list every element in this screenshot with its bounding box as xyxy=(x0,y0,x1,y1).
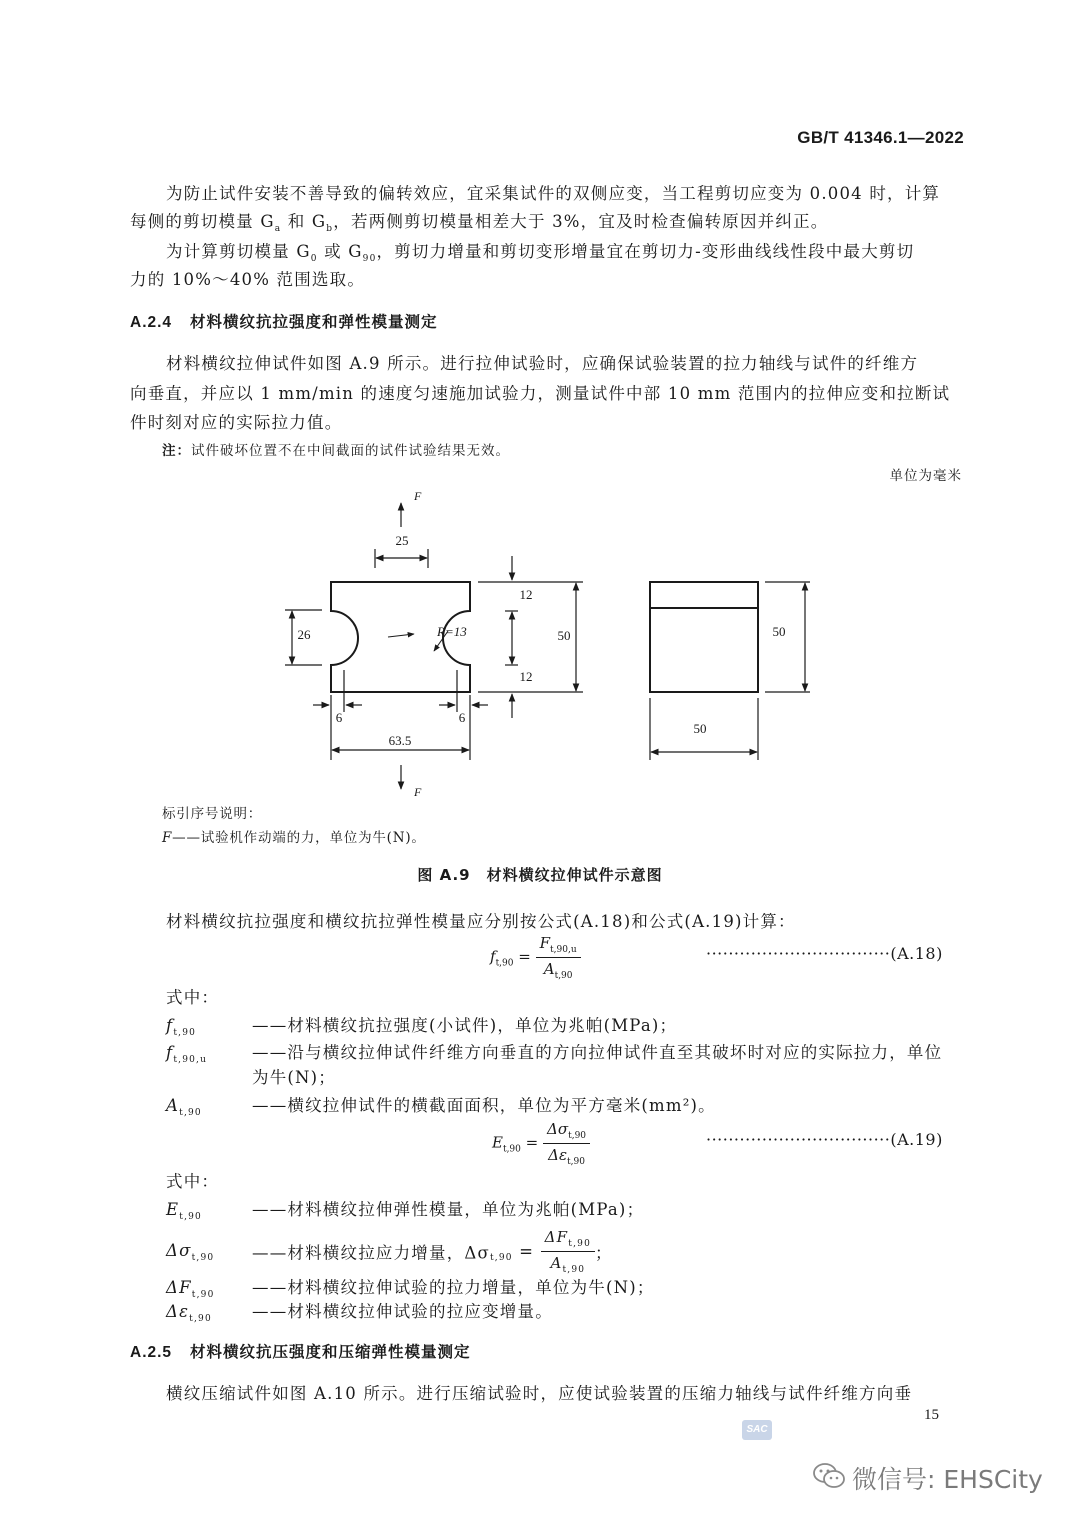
formula-intro: 材料横纹抗拉强度和横纹抗拉弹性模量应分别按公式(A.18)和公式(A.19)计算： xyxy=(166,912,796,931)
label-block-height: 50 xyxy=(772,624,786,639)
subscript: a xyxy=(274,224,282,234)
def-text: ——横纹拉伸试件的横截面面积，单位为平方毫米(mm²)。 xyxy=(252,1096,716,1115)
section-number: A.2.5 xyxy=(130,1344,173,1361)
section-number: A.2.4 xyxy=(130,314,173,331)
eq-lhs: f xyxy=(490,947,496,966)
definition-continuation: 为牛(N)； xyxy=(252,1068,337,1087)
def-symbol: Δε xyxy=(166,1302,190,1321)
def-symbol: f xyxy=(166,1043,174,1062)
label-dim-6-right: 6 xyxy=(458,710,466,725)
legend-text: ——试验机作动端的力，单位为牛(N)。 xyxy=(172,830,426,846)
label-radius: R=13 xyxy=(437,624,467,639)
section-heading xyxy=(130,1340,471,1362)
label-force-top: F xyxy=(414,489,422,503)
note-text: 试件破坏位置不在中间截面的试件试验结果无效。 xyxy=(191,443,510,459)
subscript: t,90 xyxy=(554,971,573,981)
eq-numerator: F xyxy=(539,934,551,952)
subscript: t,90 xyxy=(489,1253,513,1263)
def-symbol: f xyxy=(166,1016,174,1035)
section-heading xyxy=(130,310,438,332)
where-label: 式中： xyxy=(166,988,220,1007)
subscript: b xyxy=(326,224,334,234)
note-label: 注： xyxy=(162,443,191,459)
text-run: ，剪切力增量和剪切变形增量宜在剪切力-变形曲线线性段中最大剪切 xyxy=(376,242,915,261)
inline-fraction xyxy=(541,1228,595,1275)
definition-row xyxy=(166,1228,613,1275)
label-force-bottom: F xyxy=(414,785,422,799)
dot-leader: ································· xyxy=(706,944,891,963)
legend-symbol: F xyxy=(162,830,173,846)
def-eq-sign: = xyxy=(512,1242,541,1261)
paragraph-line: 横纹压缩试件如图 A.10 所示。进行压缩试验时，应使试验装置的压缩力轴线与试件纤维方向垂 xyxy=(166,1384,913,1403)
definition-row xyxy=(166,1092,716,1118)
text-run: 和 G xyxy=(281,212,327,231)
paragraph-line: 向垂直，并应以 1 mm/min 的速度匀速施加试验力，测量试件中部 10 mm 范围内的拉伸应变和拉断试 xyxy=(130,384,951,403)
subscript: t,90 xyxy=(567,1157,585,1167)
section-title: 材料横纹抗压强度和压缩弹性模量测定 xyxy=(190,1343,471,1361)
subscript: t,90,u xyxy=(550,945,577,955)
label-dim-12-bottom: 12 xyxy=(519,669,533,684)
standard-number: GB/T 41346.1—2022 xyxy=(797,128,964,147)
definition-row xyxy=(166,1012,677,1038)
label-dim-63-5: 63.5 xyxy=(388,733,412,748)
subscript: t,90 xyxy=(562,1265,586,1275)
legend-title: 标引序号说明： xyxy=(162,806,263,822)
definition-row xyxy=(166,1039,942,1065)
equation-number-a19 xyxy=(706,1130,943,1149)
def-text: ——材料横纹拉伸试验的拉力增量，单位为牛(N)； xyxy=(252,1278,655,1297)
subscript: t,90 xyxy=(189,1314,212,1324)
wechat-watermark: 微信号: EHSCity xyxy=(852,1465,1043,1494)
def-text: ——材料横纹拉伸试验的拉应变增量。 xyxy=(252,1302,553,1321)
unit-note: 单位为毫米 xyxy=(889,468,962,484)
paragraph-line xyxy=(130,208,829,234)
subscript: t,90,u xyxy=(173,1055,208,1065)
label-block-width: 50 xyxy=(693,721,707,736)
note xyxy=(162,439,510,459)
paragraph-line: 力的 10%～40% 范围选取。 xyxy=(130,270,366,289)
def-symbol: E xyxy=(166,1200,180,1219)
def-symbol: Δσ xyxy=(166,1240,192,1260)
eq-number: (A.18) xyxy=(890,944,943,963)
definition-row xyxy=(166,1298,553,1324)
figure-caption: 图 A.9 材料横纹拉伸试件示意图 xyxy=(417,866,663,884)
frac-numerator: ΔF xyxy=(544,1228,569,1246)
eq-numerator: Δσ xyxy=(547,1120,569,1138)
eq-denominator: Δε xyxy=(548,1146,567,1164)
subscript: t,90 xyxy=(173,1028,197,1038)
equation-number-a18 xyxy=(706,944,943,963)
subscript: t,90 xyxy=(191,1252,215,1263)
subscript: t,90 xyxy=(502,1144,521,1155)
text-run: 为计算剪切模量 G xyxy=(166,242,311,261)
section-title: 材料横纹抗拉强度和弹性模量测定 xyxy=(190,313,438,331)
figure-tensile-specimen xyxy=(270,480,810,800)
page-number: 15 xyxy=(924,1407,939,1423)
subscript: t,90 xyxy=(179,1212,202,1222)
subscript: 90 xyxy=(362,254,377,264)
label-dim-6-left: 6 xyxy=(335,710,343,725)
eq-lhs: E xyxy=(492,1133,503,1152)
def-text: ——沿与横纹拉伸试件纤维方向垂直的方向拉伸试件直至其破坏时对应的实际拉力，单位 xyxy=(252,1043,943,1062)
def-text: ——材料横纹拉伸弹性模量，单位为兆帕(MPa)； xyxy=(252,1200,645,1219)
definition-row xyxy=(166,1274,655,1300)
equation-a18: $f_{t,90}$ = $\frac{F_{t,90,u}}{A_{t,90}}$ xyxy=(490,934,581,981)
paragraph-line: 为防止试件安装不善导致的偏转效应，宜采集试件的双侧应变，当工程剪切应变为 0.004 时，计算 xyxy=(166,184,941,203)
eq-fraction xyxy=(543,1120,590,1167)
frac-denominator: A xyxy=(550,1254,563,1272)
text-run: ，若两侧剪切模量相差大于 3%，宜及时检查偏转原因并纠正。 xyxy=(333,212,829,231)
text-run: 或 G xyxy=(317,242,363,261)
label-dim-50-right: 50 xyxy=(557,628,571,643)
eq-denominator: A xyxy=(543,960,555,978)
sac-logo: SAC xyxy=(742,1420,772,1440)
eq-fraction xyxy=(536,934,581,981)
subscript: 0 xyxy=(310,254,318,264)
subscript: t,90 xyxy=(495,958,514,969)
label-dim-25: 25 xyxy=(395,533,409,548)
definition-row xyxy=(166,1196,644,1222)
label-dim-12-top: 12 xyxy=(519,587,533,602)
dot-leader: ································· xyxy=(706,1130,891,1149)
def-text: ——材料横纹拉应力增量，Δσ xyxy=(252,1243,490,1263)
paragraph-line xyxy=(166,238,914,264)
subscript: t,90 xyxy=(191,1290,215,1300)
def-tail: ； xyxy=(595,1243,613,1263)
subscript: t,90 xyxy=(179,1108,202,1118)
def-symbol: ΔF xyxy=(166,1278,192,1297)
def-symbol: A xyxy=(166,1096,180,1115)
text-run: 每侧的剪切模量 G xyxy=(130,212,275,231)
def-text: ——材料横纹抗拉强度(小试件)，单位为兆帕(MPa)； xyxy=(252,1016,678,1035)
subscript: t,90 xyxy=(568,1131,587,1141)
paragraph-line: 件时刻对应的实际拉力值。 xyxy=(130,413,343,432)
where-label: 式中： xyxy=(166,1172,220,1191)
label-dim-26: 26 xyxy=(297,627,311,642)
legend-item xyxy=(162,826,426,846)
subscript: t,90 xyxy=(568,1239,592,1249)
eq-number: (A.19) xyxy=(890,1130,943,1149)
wechat-icon xyxy=(812,1460,846,1492)
equation-a19: $E_{t,90}$ = $\frac{\Delta\sigma_{t,90}}{\Delta\varepsilon_{t,90}}$ xyxy=(492,1120,590,1167)
paragraph-line: 材料横纹拉伸试件如图 A.9 所示。进行拉伸试验时，应确保试验装置的拉力轴线与试件的纤维方 xyxy=(166,354,919,373)
block-outline xyxy=(650,582,758,692)
